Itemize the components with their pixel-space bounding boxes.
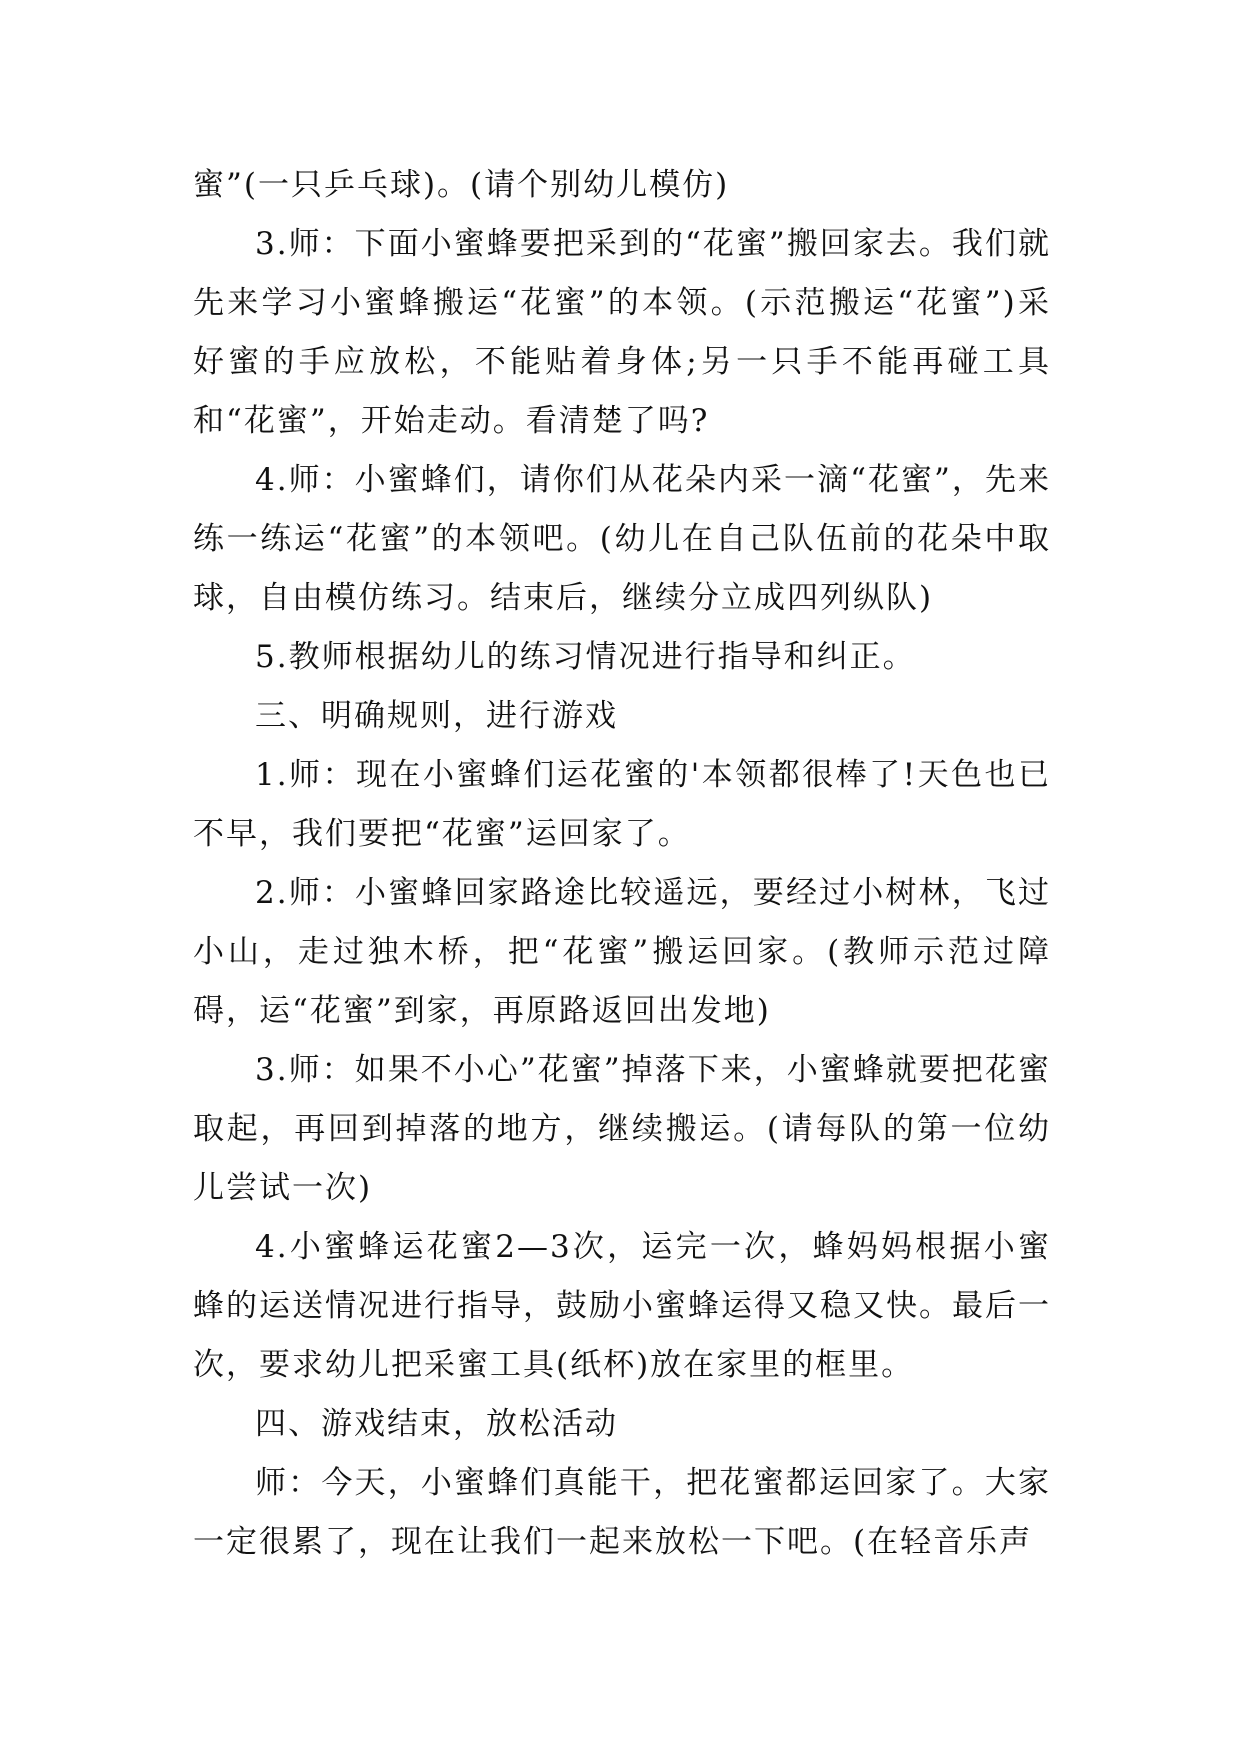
paragraph-rule-4: 4.小蜜蜂运花蜜2—3次，运完一次，蜂妈妈根据小蜜蜂的运送情况进行指导，鼓励小蜜蜂运得又稳又快。最后一次，要求幼儿把采蜜工具(纸杯)放在家里的框里。 bbox=[193, 1229, 1051, 1383]
section-heading-3: 三、明确规则，进行游戏 bbox=[255, 698, 618, 734]
paragraph-closing: 师：今天，小蜜蜂们真能干，把花蜜都运回家了。大家一定很累了，现在让我们一起来放松一下吧。(在轻音乐声 bbox=[193, 1465, 1051, 1560]
paragraph-rule-3: 3.师：如果不小心”花蜜”掉落下来，小蜜蜂就要把花蜜取起，再回到掉落的地方，继续搬运。(请每队的第一位幼儿尝试一次) bbox=[193, 1052, 1051, 1206]
paragraph-rule-2: 2.师：小蜜蜂回家路途比较遥远，要经过小树林，飞过小山，走过独木桥，把“花蜜”搬运回家。(教师示范过障碍，运“花蜜”到家，再原路返回出发地) bbox=[193, 875, 1051, 1029]
section-heading-4: 四、游戏结束，放松活动 bbox=[255, 1406, 618, 1442]
paragraph-step-3: 3.师：下面小蜜蜂要把采到的“花蜜”搬回家去。我们就先来学习小蜜蜂搬运“花蜜”的本领。(示范搬运“花蜜”)采好蜜的手应放松，不能贴着身体;另一只手不能再碰工具和“花蜜”，开始走动。看清楚了吗? bbox=[193, 226, 1051, 439]
paragraph-rule-1: 1.师：现在小蜜蜂们运花蜜的'本领都很棒了!天色也已不早，我们要把“花蜜”运回家了。 bbox=[193, 757, 1051, 852]
paragraph-continued: 蜜”(一只乒乓球)。(请个别幼儿模仿) bbox=[193, 167, 730, 203]
document-body bbox=[193, 156, 1051, 1572]
paragraph-step-4: 4.师：小蜜蜂们，请你们从花朵内采一滴“花蜜”，先来练一练运“花蜜”的本领吧。(幼儿在自己队伍前的花朵中取球，自由模仿练习。结束后，继续分立成四列纵队) bbox=[193, 462, 1051, 616]
paragraph-step-5: 5.教师根据幼儿的练习情况进行指导和纠正。 bbox=[255, 639, 916, 675]
